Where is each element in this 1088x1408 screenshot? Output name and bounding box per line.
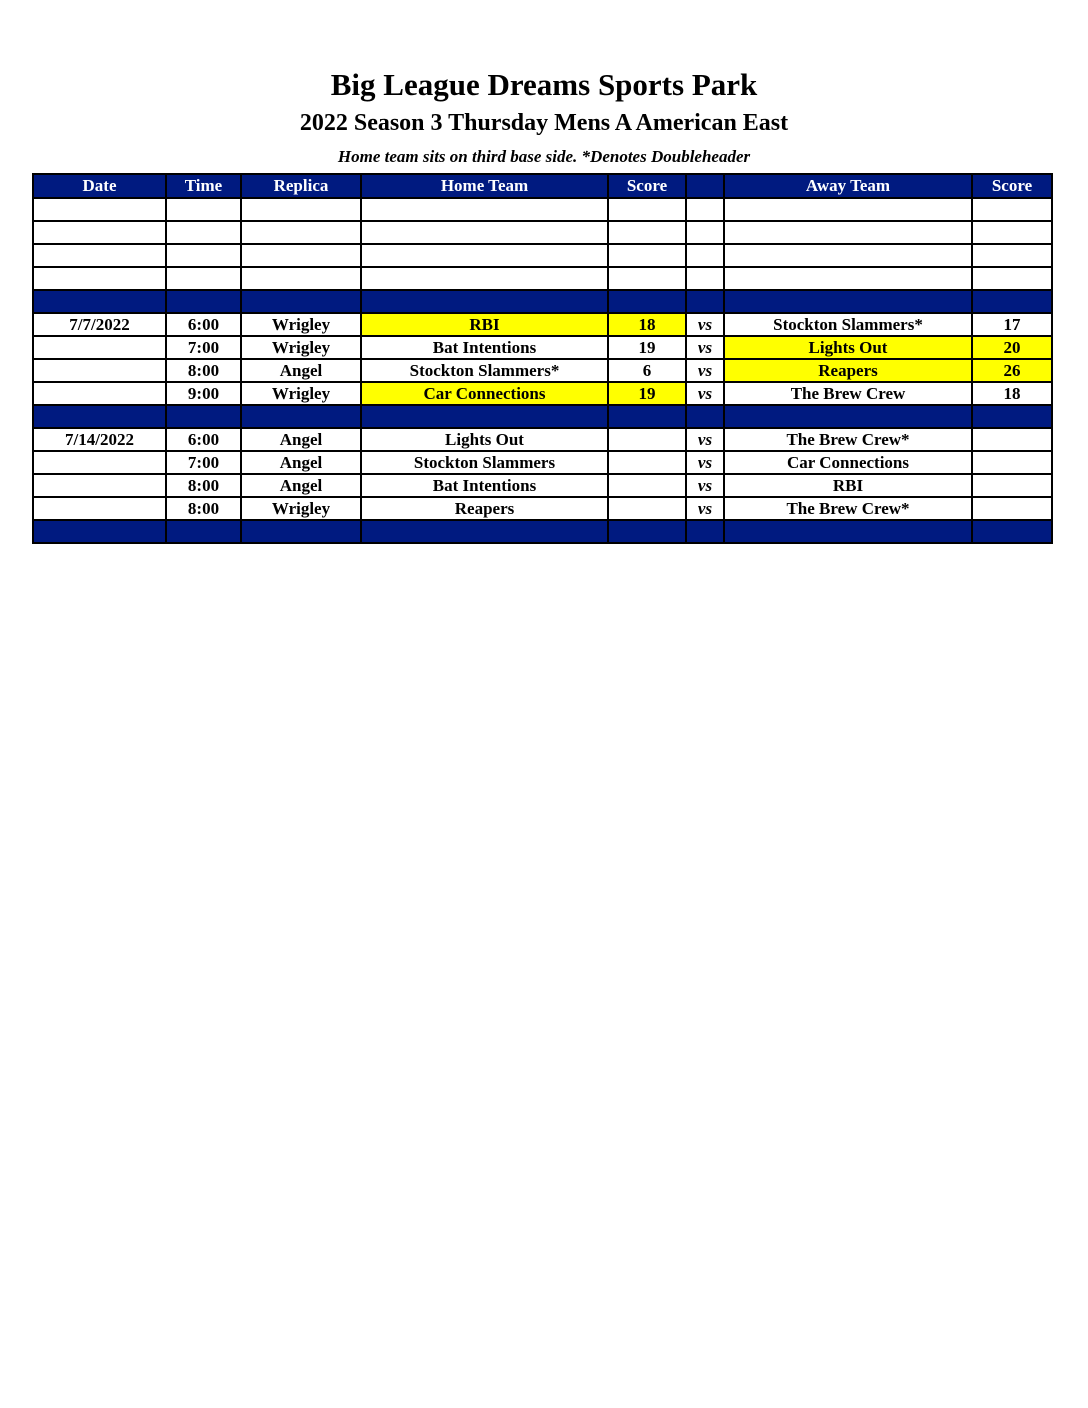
schedule-body	[33, 198, 1052, 543]
game-row	[33, 451, 1052, 474]
away-score: 18	[972, 382, 1052, 405]
vs-label: vs	[686, 313, 724, 336]
schedule-note: Home team sits on third base side. *Denotes Doubleheader	[337, 147, 751, 166]
vs-label: vs	[686, 428, 724, 451]
vs-label: vs	[686, 497, 724, 520]
col-header-home-team: Home Team	[361, 174, 608, 198]
game-date	[33, 497, 166, 520]
game-field: Angel	[241, 451, 361, 474]
schedule-table	[32, 173, 1053, 544]
game-row	[33, 313, 1052, 336]
game-field: Wrigley	[241, 313, 361, 336]
game-time: 9:00	[166, 382, 241, 405]
home-team: Stockton Slammers*	[361, 359, 608, 382]
game-time: 8:00	[166, 474, 241, 497]
game-date	[33, 382, 166, 405]
away-score	[972, 474, 1052, 497]
vs-label: vs	[686, 382, 724, 405]
game-field: Angel	[241, 474, 361, 497]
vs-label: vs	[686, 474, 724, 497]
page-title: Big League Dreams Sports Park	[330, 67, 758, 102]
col-header-replica: Replica	[241, 174, 361, 198]
away-score	[972, 428, 1052, 451]
game-time: 7:00	[166, 451, 241, 474]
home-score: 6	[608, 359, 686, 382]
vs-label: vs	[686, 451, 724, 474]
game-row	[33, 382, 1052, 405]
game-date: 7/14/2022	[33, 428, 166, 451]
game-date	[33, 336, 166, 359]
game-time: 8:00	[166, 497, 241, 520]
game-field: Angel	[241, 359, 361, 382]
home-team: RBI	[361, 313, 608, 336]
game-field: Wrigley	[241, 382, 361, 405]
game-row	[33, 359, 1052, 382]
game-time: 8:00	[166, 359, 241, 382]
home-score	[608, 474, 686, 497]
week-separator	[33, 290, 1052, 313]
away-team: Lights Out	[724, 336, 972, 359]
game-date: 7/7/2022	[33, 313, 166, 336]
away-score: 17	[972, 313, 1052, 336]
home-team: Lights Out	[361, 428, 608, 451]
col-header-date: Date	[33, 174, 166, 198]
home-score	[608, 497, 686, 520]
away-team: The Brew Crew*	[724, 497, 972, 520]
home-team: Reapers	[361, 497, 608, 520]
week-separator	[33, 405, 1052, 428]
game-field: Angel	[241, 428, 361, 451]
home-score: 18	[608, 313, 686, 336]
game-date	[33, 451, 166, 474]
empty-row	[33, 221, 1052, 244]
home-score: 19	[608, 336, 686, 359]
game-row	[33, 428, 1052, 451]
empty-row	[33, 244, 1052, 267]
away-team: Car Connections	[724, 451, 972, 474]
home-score	[608, 428, 686, 451]
empty-row	[33, 198, 1052, 221]
game-time: 6:00	[166, 313, 241, 336]
game-row	[33, 336, 1052, 359]
table-header-row	[33, 174, 1052, 198]
home-team: Stockton Slammers	[361, 451, 608, 474]
home-score: 19	[608, 382, 686, 405]
col-header-vs	[686, 174, 724, 198]
game-field: Wrigley	[241, 336, 361, 359]
away-score	[972, 451, 1052, 474]
home-score	[608, 451, 686, 474]
game-row	[33, 497, 1052, 520]
away-team: The Brew Crew	[724, 382, 972, 405]
game-date	[33, 359, 166, 382]
col-header-away-team: Away Team	[724, 174, 972, 198]
empty-row	[33, 267, 1052, 290]
away-score	[972, 497, 1052, 520]
vs-label: vs	[686, 359, 724, 382]
col-header-home-score: Score	[608, 174, 686, 198]
game-time: 7:00	[166, 336, 241, 359]
away-team: Stockton Slammers*	[724, 313, 972, 336]
game-date	[33, 474, 166, 497]
game-time: 6:00	[166, 428, 241, 451]
away-score: 20	[972, 336, 1052, 359]
away-score: 26	[972, 359, 1052, 382]
home-team: Car Connections	[361, 382, 608, 405]
game-field: Wrigley	[241, 497, 361, 520]
vs-label: vs	[686, 336, 724, 359]
home-team: Bat Intentions	[361, 474, 608, 497]
col-header-away-score: Score	[972, 174, 1052, 198]
col-header-time: Time	[166, 174, 241, 198]
game-row	[33, 474, 1052, 497]
home-team: Bat Intentions	[361, 336, 608, 359]
week-separator	[33, 520, 1052, 543]
away-team: Reapers	[724, 359, 972, 382]
away-team: The Brew Crew*	[724, 428, 972, 451]
away-team: RBI	[724, 474, 972, 497]
page-subtitle: 2022 Season 3 Thursday Mens A American East	[299, 110, 789, 136]
